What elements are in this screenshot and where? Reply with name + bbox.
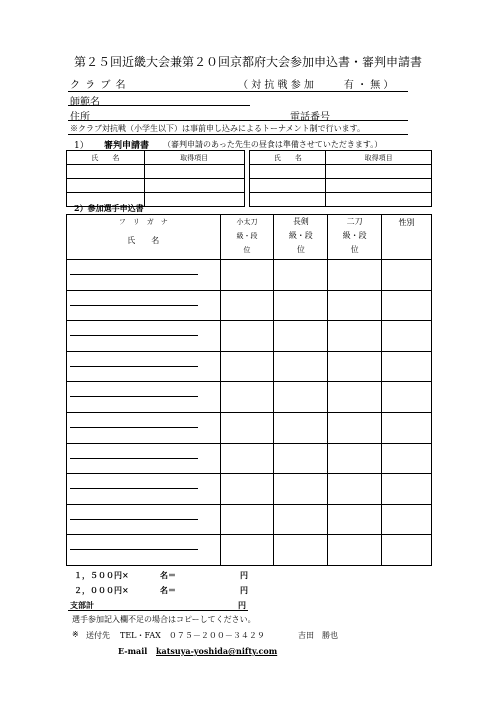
furigana-separator [70,519,198,520]
participant-cell[interactable] [220,321,274,352]
phone-label: 電話番号 [290,112,330,123]
instructor-underline [68,105,250,106]
contact-label: 送付先 [86,631,110,640]
referee-cell[interactable] [326,193,432,207]
referee-cell[interactable] [250,165,326,179]
participant-name-cell[interactable] [67,474,221,505]
choken-header-label: 長剣 [292,217,309,226]
name-header: 氏 名 [127,236,160,245]
referee-cell[interactable] [67,165,145,179]
participant-cell[interactable] [220,443,274,474]
participant-cell[interactable] [220,474,274,505]
participant-name-cell[interactable] [67,535,221,566]
participant-cell[interactable] [328,321,382,352]
address-underline [68,120,408,121]
participant-name-cell[interactable] [67,351,221,382]
club-name-underline [68,91,408,92]
participant-cell[interactable] [328,504,382,535]
email-label: E-mail [118,646,148,656]
contact-person: 吉田 勝也 [298,631,338,640]
participant-cell[interactable] [274,443,328,474]
club-team-battle-option: （ 対 抗 戦 参 加 有 ・ 無 ） [238,80,394,91]
participant-table [66,214,432,566]
instructor-label: 師範名 [70,97,100,108]
participant-row [67,443,432,474]
referee-header-item-1: 取得項目 [144,151,244,165]
nito-header-unit: 位 [350,245,359,254]
contact-tel-fax: TEL・FAX ０７５－２００－３４２９ [120,631,265,640]
participant-cell[interactable] [328,351,382,382]
participant-row [67,260,432,291]
participant-name-cell[interactable] [67,412,221,443]
referee-header-name-2: 氏 名 [250,151,326,165]
participant-cell[interactable] [328,474,382,505]
participant-cell[interactable] [328,260,382,291]
referee-cell[interactable] [144,165,244,179]
referee-header-row [67,151,432,165]
participant-row [67,351,432,382]
participant-row [67,290,432,321]
tournament-note-underline [68,134,408,135]
referee-cell[interactable] [144,193,244,207]
furigana-separator [70,335,198,336]
participant-row [67,474,432,505]
section1-note: （審判申請のあった先生の昼食は準備させていただきます。） [163,140,383,149]
furigana-separator [70,305,198,306]
furigana-header: フ リ ガ ナ [118,218,168,226]
furigana-separator [70,396,198,397]
referee-header-name-1: 氏 名 [67,151,145,165]
participant-cell[interactable] [220,382,274,413]
participant-row [67,382,432,413]
referee-row [67,165,432,179]
participant-cell[interactable] [382,412,432,443]
participant-cell[interactable] [328,290,382,321]
referee-cell[interactable] [326,165,432,179]
email-link[interactable]: katsuya-yoshida@nifty.com [156,646,278,656]
participant-cell[interactable] [274,474,328,505]
participant-cell[interactable] [220,535,274,566]
participant-cell[interactable] [382,443,432,474]
section2-title: 2）参加選手申込書 [74,203,144,213]
nito-header-rank: 級・段 [342,231,367,240]
section1-number: 1） [74,141,89,151]
furigana-separator [70,427,198,428]
participant-cell[interactable] [274,290,328,321]
participant-cell[interactable] [274,504,328,535]
participant-row [67,535,432,566]
participant-name-cell[interactable] [67,321,221,352]
participant-cell[interactable] [220,290,274,321]
total-underline [68,610,248,611]
participant-name-cell[interactable] [67,290,221,321]
participant-cell[interactable] [328,443,382,474]
referee-header-item-2: 取得項目 [326,151,432,165]
furigana-separator [70,488,198,489]
participant-cell[interactable] [382,535,432,566]
choken-header [274,215,328,260]
participant-row [67,321,432,352]
participant-cell[interactable] [274,412,328,443]
participant-cell[interactable] [382,290,432,321]
gender-header: 性別 [382,215,432,260]
nito-header-label: 二刀 [346,217,363,226]
participant-header-name [67,215,221,260]
referee-row [67,179,432,193]
fee-2-price: ２，０００円× [74,585,129,595]
copy-note: 選手参加記入欄不足の場合はコピーしてください。 [72,615,256,624]
participant-name-cell[interactable] [67,504,221,535]
fee-1-unit: 円 [240,570,248,580]
participant-cell[interactable] [220,412,274,443]
participant-cell[interactable] [274,351,328,382]
referee-cell[interactable] [144,179,244,193]
referee-cell[interactable] [326,179,432,193]
fee-1-price: １，５００円× [74,570,129,580]
participant-header-row [67,215,432,260]
fee-2-unit: 円 [240,585,248,595]
fee-1-count-label: 名＝ [160,570,176,580]
section1-title: 審判申請書 [104,141,150,151]
participant-row [67,412,432,443]
total-unit: 円 [238,600,246,610]
participant-cell[interactable] [382,351,432,382]
club-name-label: ク ラ ブ 名 [70,80,127,91]
address-label: 住所 [70,112,90,123]
participant-name-cell[interactable] [67,382,221,413]
participant-cell[interactable] [382,260,432,291]
participant-cell[interactable] [274,535,328,566]
referee-cell[interactable] [250,179,326,193]
tournament-note: ※クラブ対抗戦（小学生以下）は事前申し込みによるトーナメント制で行います。 [70,124,366,133]
referee-cell[interactable] [67,179,145,193]
participant-cell[interactable] [220,260,274,291]
participant-cell[interactable] [382,474,432,505]
nito-header [328,215,382,260]
form-title: 第２５回近畿大会兼第２０回京都府大会参加申込書・審判申請書 [73,55,422,69]
participant-cell[interactable] [328,412,382,443]
furigana-separator [70,274,198,275]
fee-2-count-label: 名＝ [160,585,176,595]
kodachi-header-unit: 位 [243,246,251,254]
kodachi-header-label: 小太刀 [236,218,258,226]
contact-mark: ※ [72,630,79,639]
furigana-separator [70,366,198,367]
total-label: 支部計 [70,600,94,610]
participant-name-cell[interactable] [67,443,221,474]
participant-cell[interactable] [274,321,328,352]
participant-row [67,504,432,535]
participant-cell[interactable] [328,382,382,413]
participant-cell[interactable] [382,321,432,352]
choken-header-unit: 位 [296,245,305,254]
kodachi-header [220,215,274,260]
furigana-separator [70,549,198,550]
kodachi-header-rank: 級・段 [236,232,258,240]
choken-header-rank: 級・段 [288,231,313,240]
participant-cell[interactable] [274,260,328,291]
participant-cell[interactable] [274,382,328,413]
participant-cell[interactable] [220,351,274,382]
furigana-separator [70,458,198,459]
referee-table [66,150,432,207]
participant-cell[interactable] [382,382,432,413]
participant-cell[interactable] [220,504,274,535]
participant-name-cell[interactable] [67,260,221,291]
participant-cell[interactable] [328,535,382,566]
referee-cell[interactable] [250,193,326,207]
participant-cell[interactable] [382,504,432,535]
